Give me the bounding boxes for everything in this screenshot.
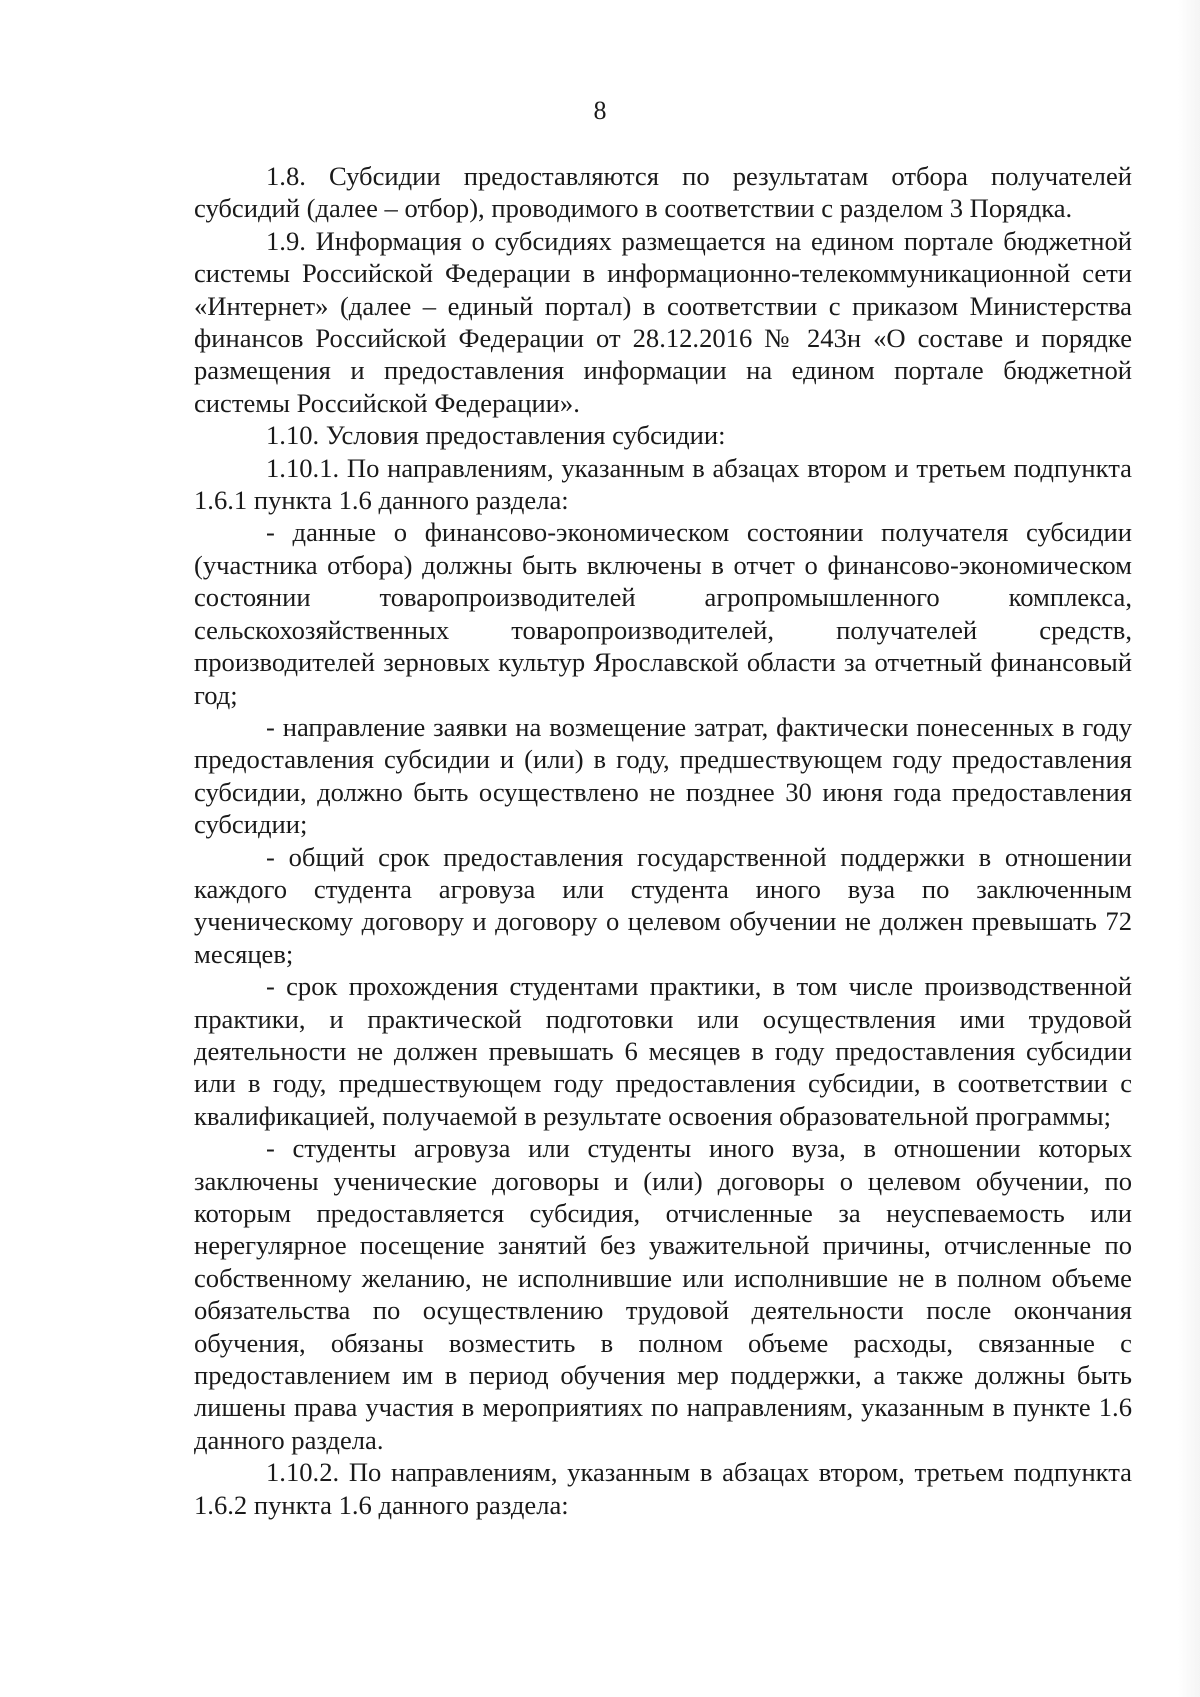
document-body (194, 160, 1132, 1521)
paragraph-1-10-2: 1.10.2. По направлениям, указанным в абзацах втором, третьем подпункта 1.6.2 пункта 1.6 данного раздела: (194, 1457, 1132, 1520)
paragraph-1-8: 1.8. Субсидии предоставляются по результатам отбора получателей субсидий (далее – отбор), проводимого в соответствии с разделом 3 Порядка. (194, 161, 1132, 224)
paragraph-1-10-1: 1.10.1. По направлениям, указанным в абзацах втором и третьем подпункта 1.6.1 пункта 1.6 данного раздела: (194, 452, 1132, 516)
list-item-expelled-students: - студенты агровуза или студенты иного вуза, в отношении которых заключены ученические договоры и (или) договоры о целевом обучении, по которым предоставляется субсидия, отчисленные за неуспеваемость или нерегулярное посещение занятий без уважительной причины, отчисленные по собственному желанию, не исполнившие или исполнившие не в полном объеме обязательства по осуществлению трудовой деятельности после окончания обучения, обязаны возместить в полном объеме расходы, связанные с предоставлением им в период обучения мер поддержки, а также должны быть лишены права участия в мероприятиях по направлениям, указанным в пункте 1.6 данного раздела. (194, 1133, 1132, 1455)
list-item-practice-term: - срок прохождения студентами практики, в том числе производственной практики, и практической подготовки или осуществления ими трудовой деятельности не должен превышать 6 месяцев в году предоставления субсидии или в году, предшествующем году предоставления субсидии, в соответствии с квалификацией, получаемой в результате освоения образовательной программы; (194, 971, 1132, 1131)
page-number: 8 (593, 96, 607, 125)
list-item-application-deadline: - направление заявки на возмещение затрат, фактически понесенных в году предоставления субсидии и (или) в году, предшествующем году предоставления субсидии, должно быть осуществлено не позднее 30 июня года предоставления субсидии; (194, 711, 1132, 840)
list-item-support-term: - общий срок предоставления государственной поддержки в отношении каждого студента агровуза или студента иного вуза по заключенным ученическому договору и договору о целевом обучении не должен превышать 72 месяцев; (194, 841, 1132, 969)
paragraph-1-10: 1.10. Условия предоставления субсидии: (266, 420, 726, 451)
paragraph-1-9: 1.9. Информация о субсидиях размещается на едином портале бюджетной системы Российской Федерации в информационно-телекоммуникационной сети «Интернет» (далее – единый портал) в соответствии с приказом Министерства финансов Российской Федерации от 28.12.2016 № 243н «О составе и порядке размещения и предоставления информации на едином портале бюджетной системы Российской Федерации». (194, 225, 1132, 418)
list-item-financial-data: - данные о финансово-экономическом состоянии получателя субсидии (участника отбора) должны быть включены в отчет о финансово-экономическом состоянии товаропроизводителей агропромышленного комплекса, сельскохозяйственных товаропроизводителей, получателей средств, производителей зерновых культур Ярославской области за отчетный финансовый год; (194, 517, 1132, 710)
scan-edge-shadow (1178, 0, 1200, 1697)
